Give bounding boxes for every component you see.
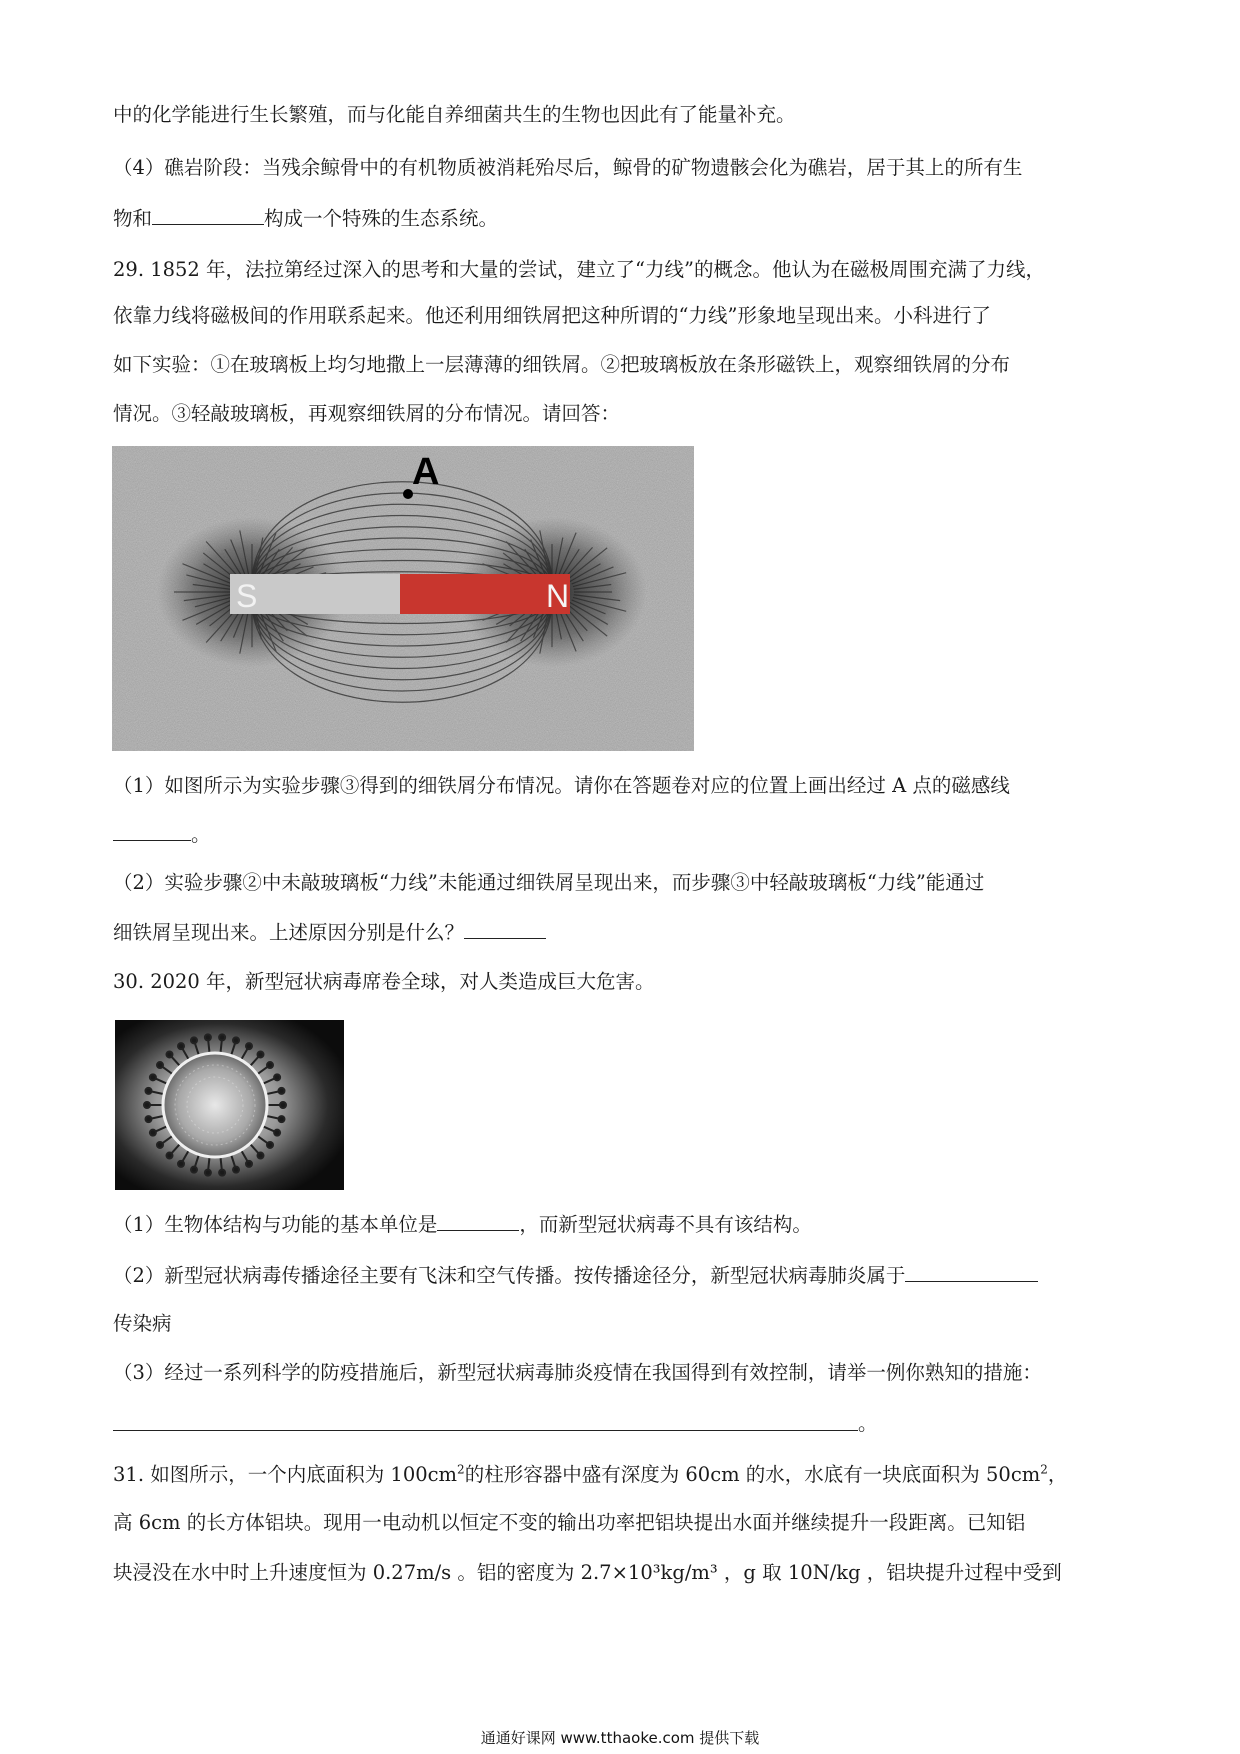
text-line <box>113 918 546 948</box>
question-31-line <box>113 1460 1067 1490</box>
north-pole-label: N <box>546 578 570 614</box>
virus-spike-tip <box>280 1102 286 1108</box>
virus-spike-tip <box>205 1170 211 1176</box>
text-span: ， <box>1047 1463 1068 1486</box>
text-line: 中的化学能进行生长繁殖，而与化能自养细菌共生的生物也因此有了能量补充。 <box>113 103 796 126</box>
virus-spike-tip <box>279 1116 285 1122</box>
text-line: 依靠力线将磁极间的作用联系起来。他还利用细铁屑把这种所谓的“力线”形象地呈现出来。小科进行了 <box>113 304 991 327</box>
page-footer: 通通好课网 www.tthaoke.com 提供下载 <box>480 1729 760 1747</box>
virus-spike-tip <box>267 1062 273 1068</box>
virus-spike-tip <box>233 1167 239 1173</box>
virus-spike-tip <box>258 1153 264 1159</box>
text-span: 细铁屑呈现出来。上述原因分别是什么？ <box>113 921 465 944</box>
text-span: 构成一个特殊的生态系统。 <box>264 207 499 230</box>
magnet-iron-filings-image <box>112 446 694 751</box>
text-span: 31. 如图所示，一个内底面积为 100cm <box>113 1463 458 1486</box>
text-span: （2）新型冠状病毒传播途径主要有飞沫和空气传播。按传播途径分，新型冠状病毒肺炎属于 <box>113 1264 906 1287</box>
answer-blank[interactable] <box>437 1229 519 1231</box>
point-a-label: A <box>412 451 440 493</box>
coronavirus-image <box>115 1020 344 1190</box>
text-line: （4）礁岩阶段：当残余鲸骨中的有机物质被消耗殆尽后，鲸骨的矿物遗骸会化为礁岩，居于其上的所有生 <box>113 156 1023 179</box>
superscript: 2 <box>457 1462 465 1477</box>
answer-blank[interactable] <box>152 223 264 225</box>
text-line: 高 6cm 的长方体铝块。现用一电动机以恒定不变的输出功率把铝块提出水面并继续提升一段距离。已知铝 <box>113 1511 1026 1534</box>
virus-spike-tip <box>219 1034 225 1040</box>
virus-spike-tip <box>166 1051 172 1057</box>
question-30-line: 30. 2020 年，新型冠状病毒席卷全球，对人类造成巨大危害。 <box>113 970 655 993</box>
text-span: 物和 <box>113 207 153 230</box>
text-line: 。 <box>858 1412 878 1435</box>
virus-spike-tip <box>274 1074 280 1080</box>
text-line <box>113 820 211 850</box>
text-line: 块浸没在水中时上升速度恒为 0.27m/s 。铝的密度为 2.7×10³kg/m³ ，g 取 10N/kg ，铝块提升过程中受到 <box>113 1561 1062 1584</box>
question-29-line: 29. 1852 年，法拉第经过深入的思考和大量的尝试，建立了“力线”的概念。他认为在磁极周围充满了力线， <box>113 258 1045 281</box>
superscript: 2 <box>1040 1462 1048 1477</box>
virus-spike-tip <box>144 1102 150 1108</box>
sub-question-30-2 <box>113 1261 1038 1291</box>
virus-spike-tip <box>246 1161 252 1167</box>
text-line: 如下实验：①在玻璃板上均匀地撒上一层薄薄的细铁屑。②把玻璃板放在条形磁铁上，观察细铁屑的分布 <box>113 353 1011 376</box>
virus-spike-tip <box>205 1034 211 1040</box>
text-line: 传染病 <box>113 1312 172 1335</box>
answer-blank[interactable] <box>113 839 191 841</box>
virus-spike-tip <box>246 1043 252 1049</box>
answer-blank-long[interactable] <box>113 1430 858 1431</box>
virus-spike-tip <box>258 1051 264 1057</box>
text-span: 。 <box>191 823 211 846</box>
virus-spike-tip <box>191 1037 197 1043</box>
virus-spike-tip <box>150 1130 156 1136</box>
text-span: ，而新型冠状病毒不具有该结构。 <box>519 1213 812 1236</box>
virus-spike-tip <box>157 1062 163 1068</box>
text-span: （1）生物体结构与功能的基本单位是 <box>113 1213 438 1236</box>
virus-spike-tip <box>233 1037 239 1043</box>
text-line <box>113 204 498 234</box>
sub-question-29-2: （2）实验步骤②中未敲玻璃板“力线”未能通过细铁屑呈现出来，而步骤③中轻敲玻璃板“力线”能通过 <box>113 871 985 894</box>
virus-spike-tip <box>178 1043 184 1049</box>
sub-question-30-3: （3）经过一系列科学的防疫措施后，新型冠状病毒肺炎疫情在我国得到有效控制，请举一例你熟知的措施： <box>113 1361 1042 1384</box>
sub-question-30-1 <box>113 1210 812 1240</box>
virus-spike-tip <box>157 1142 163 1148</box>
virus-spike-tip <box>274 1130 280 1136</box>
text-line: 情况。③轻敲玻璃板，再观察细铁屑的分布情况。请回答： <box>113 402 621 425</box>
virus-spike-tip <box>145 1116 151 1122</box>
south-pole-label: S <box>236 578 258 614</box>
virus-spike-tip <box>178 1161 184 1167</box>
virus-spike-tip <box>219 1170 225 1176</box>
text-span: 的柱形容器中盛有深度为 60cm 的水，水底有一块底面积为 50cm <box>464 1463 1041 1486</box>
answer-blank[interactable] <box>905 1280 1038 1282</box>
virus-spike-tip <box>267 1142 273 1148</box>
virus-spike-tip <box>279 1088 285 1094</box>
virus-spike-tip <box>150 1074 156 1080</box>
answer-blank[interactable] <box>464 937 546 939</box>
virus-spike-tip <box>191 1167 197 1173</box>
virus-spike-tip <box>166 1153 172 1159</box>
virus-spike-tip <box>145 1088 151 1094</box>
sub-question-29-1: （1）如图所示为实验步骤③得到的细铁屑分布情况。请你在答题卷对应的位置上画出经过 A 点的磁感线 <box>113 774 1010 797</box>
